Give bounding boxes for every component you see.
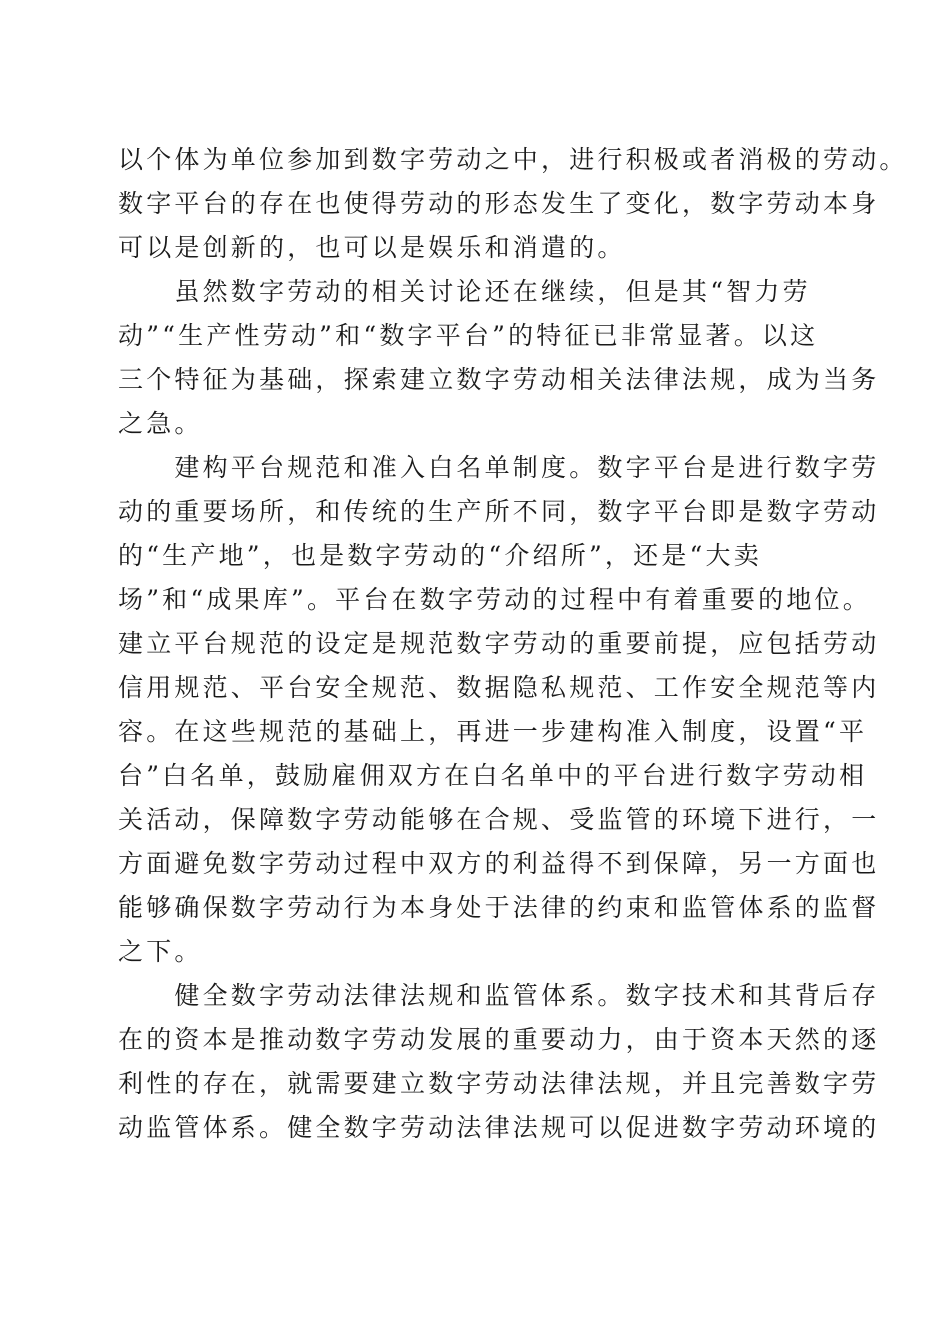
text-line: 在的资本是推动数字劳动发展的重要动力，由于资本天然的逐 [118, 1025, 880, 1054]
paragraph-3 [118, 446, 880, 974]
text-line: 数字平台的存在也使得劳动的形态发生了变化，数字劳动本身 [118, 189, 880, 218]
text-line: 建立平台规范的设定是规范数字劳动的重要前提，应包括劳动 [118, 629, 880, 658]
text-line: 健全数字劳动法律法规和监管体系。数字技术和其背后存 [118, 981, 880, 1010]
text-line: 关活动，保障数字劳动能够在合规、受监管的环境下进行，一 [118, 805, 880, 834]
paragraph-1 [118, 138, 908, 270]
text-line: 的“生产地”，也是数字劳动的“介绍所”，还是“大卖 [118, 541, 762, 570]
text-line: 动”“生产性劳动”和“数字平台”的特征已非常显著。以这 [118, 321, 819, 350]
text-line: 建构平台规范和准入白名单制度。数字平台是进行数字劳 [118, 453, 880, 482]
text-line: 信用规范、平台安全规范、数据隐私规范、工作安全规范等内 [118, 673, 880, 702]
text-line: 虽然数字劳动的相关讨论还在继续，但是其“智力劳 [118, 277, 811, 306]
text-line: 之下。 [118, 937, 203, 966]
text-line: 能够确保数字劳动行为本身处于法律的约束和监管体系的监督 [118, 893, 880, 922]
text-line: 容。在这些规范的基础上，再进一步建构准入制度，设置“平 [118, 717, 868, 746]
text-line: 台”白名单，鼓励雇佣双方在白名单中的平台进行数字劳动相 [118, 761, 868, 790]
paragraph-2 [118, 270, 880, 446]
text-line: 动的重要场所，和传统的生产所不同，数字平台即是数字劳动 [118, 497, 880, 526]
text-line: 三个特征为基础，探索建立数字劳动相关法律法规，成为当务 [118, 365, 880, 394]
text-line: 方面避免数字劳动过程中双方的利益得不到保障，另一方面也 [118, 849, 880, 878]
text-line: 利性的存在，就需要建立数字劳动法律法规，并且完善数字劳 [118, 1069, 880, 1098]
paragraph-4 [118, 974, 880, 1150]
text-line: 动监管体系。健全数字劳动法律法规可以促进数字劳动环境的 [118, 1113, 880, 1142]
text-line: 以个体为单位参加到数字劳动之中，进行积极或者消极的劳动。 [118, 145, 908, 174]
text-line: 可以是创新的，也可以是娱乐和消遣的。 [118, 233, 626, 262]
text-line: 之急。 [118, 409, 203, 438]
text-line: 场”和“成果库”。平台在数字劳动的过程中有着重要的地位。 [118, 585, 871, 614]
document-body [118, 138, 908, 1150]
